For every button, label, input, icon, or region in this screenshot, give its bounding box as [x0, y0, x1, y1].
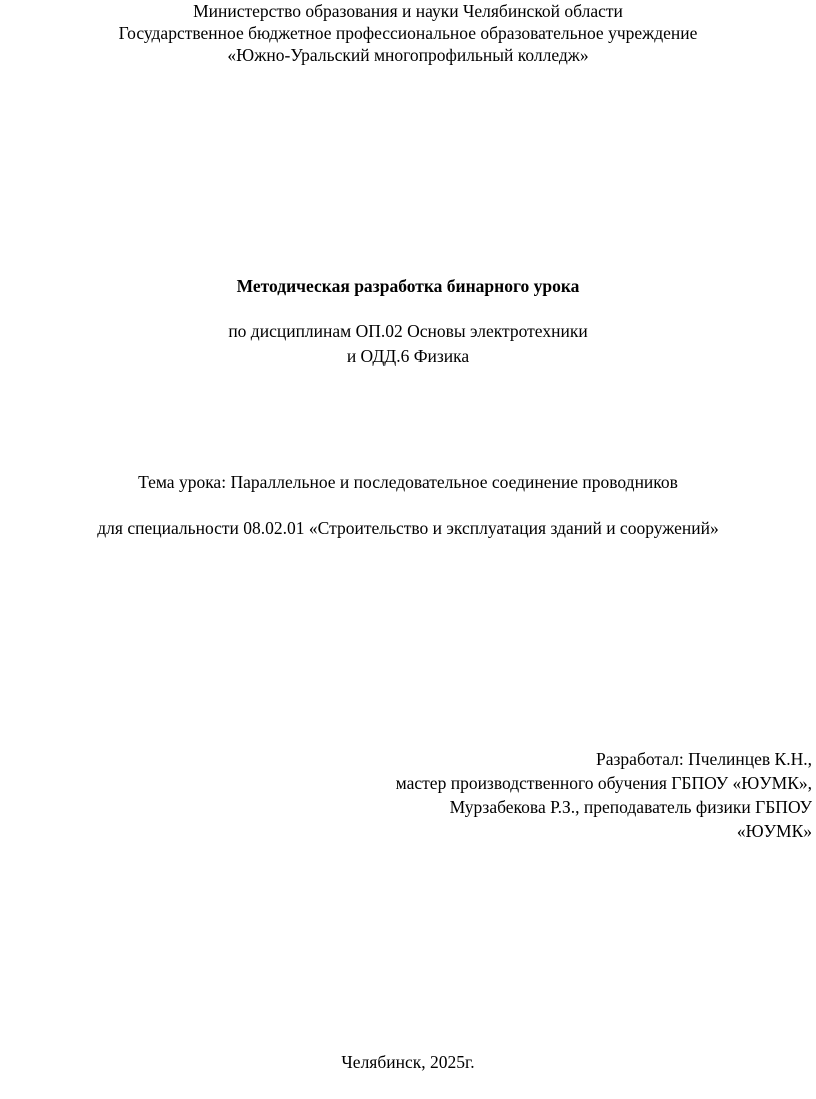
specialty: для специальности 08.02.01 «Строительство и эксплуатация зданий и сооружений»	[97, 518, 719, 538]
author-line-4: «ЮУМК»	[736, 821, 812, 841]
college-name: «Южно-Уральский многопрофильный колледж»	[227, 45, 589, 65]
disciplines-line-2: и ОДД.6 Физика	[346, 346, 470, 366]
ministry-name: Министерство образования и науки Челябинской области	[193, 1, 623, 21]
lesson-topic: Тема урока: Параллельное и последовательное соединение проводников	[138, 472, 678, 492]
city-year: Челябинск, 2025г.	[341, 1052, 475, 1072]
disciplines-line-1: по дисциплинам ОП.02 Основы электротехники	[228, 321, 588, 341]
author-line-2: мастер производственного обучения ГБПОУ «ЮУМК»,	[395, 773, 812, 793]
author-line-1: Разработал: Пчелинцев К.Н.,	[596, 749, 812, 769]
institution-type: Государственное бюджетное профессиональное образовательное учреждение	[118, 23, 698, 43]
author-line-3: Мурзабекова Р.З., преподаватель физики ГБПОУ	[449, 797, 812, 817]
document-title: Методическая разработка бинарного урока	[236, 276, 580, 296]
